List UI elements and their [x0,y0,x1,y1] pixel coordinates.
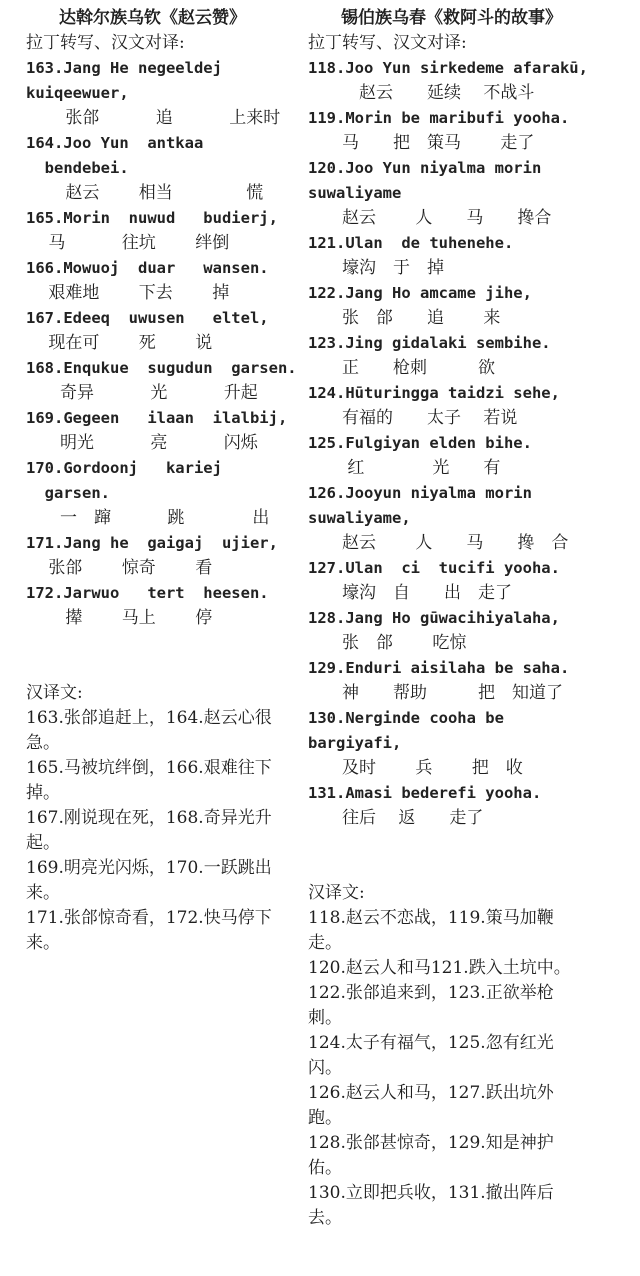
chinese-translation-line: 118.赵云不恋战，119.策马加鞭 [308,908,554,928]
section-heading: 汉译文: [26,683,83,703]
chinese-gloss-line: 张郃 追 上来时 [26,108,281,128]
chinese-gloss-line: 及时 兵 把 收 [308,758,523,778]
chinese-gloss-line: 奇异 光 升起 [26,383,258,403]
chinese-gloss-line: 神 帮助 把 知道了 [308,683,563,703]
latin-transcription-line: kuiqeewuer, [26,84,129,102]
section-heading: 拉丁转写、汉文对译: [308,33,467,53]
chinese-gloss-line: 一 蹿 跳 出 [26,508,270,528]
latin-transcription-line: 166.Mowuoj duar wansen. [26,259,269,277]
chinese-gloss-line: 赵云 人 马 搀合 [308,208,552,228]
chinese-translation-line: 起。 [26,833,60,853]
chinese-gloss-line: 壕沟 于 掉 [308,258,444,278]
chinese-gloss-line: 往后 返 走了 [308,808,484,828]
chinese-gloss-line: 现在可 死 说 [26,333,213,353]
blank-line [26,656,306,681]
latin-transcription-line: 170.Gordoonj kariej [26,459,222,477]
latin-transcription-line: suwaliyame, [308,509,411,527]
chinese-translation-line: 171.张郃惊奇看，172.快马停下 [26,908,272,928]
chinese-translation-line: 163.张郃追赶上，164.赵云心很 [26,708,272,728]
latin-transcription-line: bendebei. [26,159,129,177]
chinese-translation-line: 走。 [308,933,342,953]
latin-transcription-line: 128.Jang Ho gūwacihiyalaha, [308,609,560,627]
latin-transcription-line: 124.Hūturingga taidzi sehe, [308,384,560,402]
latin-transcription-line: 131.Amasi bederefi yooha. [308,784,542,802]
latin-transcription-line: suwaliyame [308,184,402,202]
chinese-gloss-line: 张郃 惊奇 看 [26,558,213,578]
chinese-gloss-line: 艰难地 下去 掉 [26,283,230,303]
blank-line [26,631,306,656]
latin-transcription-line: 167.Edeeq uwusen eltel, [26,309,269,327]
chinese-gloss-line: 赵云 人 马 搀 合 [308,533,569,553]
latin-transcription-line: 165.Morin nuwud budierj, [26,209,278,227]
chinese-translation-line: 去。 [308,1208,342,1228]
latin-transcription-line: 168.Enqukue sugudun garsen. [26,359,297,377]
latin-transcription-line: 163.Jang He negeeldej [26,59,222,77]
chinese-translation-line: 122.张郃追来到，123.正欲举枪 [308,983,554,1003]
column-title: 锡伯族乌春《救阿斗的故事》 [341,8,562,28]
chinese-translation-line: 刺。 [308,1008,342,1028]
latin-transcription-line: garsen. [26,484,110,502]
latin-transcription-line: 122.Jang Ho amcame jihe, [308,284,532,302]
chinese-gloss-line: 红 光 有 [308,458,501,478]
chinese-gloss-line: 正 枪刺 欲 [308,358,495,378]
chinese-gloss-line: 张 郃 追 来 [308,308,501,328]
section-heading: 汉译文: [308,883,365,903]
latin-transcription-line: 172.Jarwuo tert heesen. [26,584,269,602]
section-heading: 拉丁转写、汉文对译: [26,33,185,53]
latin-transcription-line: 125.Fulgiyan elden bihe. [308,434,532,452]
latin-transcription-line: 171.Jang he gaigaj ujier, [26,534,278,552]
latin-transcription-line: 119.Morin be maribufi yooha. [308,109,570,127]
chinese-translation-line: 167.刚说现在死，168.奇异光升 [26,808,272,828]
latin-transcription-line: 126.Jooyun niyalma morin [308,484,532,502]
chinese-gloss-line: 赵云 延续 不战斗 [308,83,535,103]
chinese-translation-line: 165.马被坑绊倒，166.艰难往下 [26,758,272,778]
chinese-translation-line: 闪。 [308,1058,342,1078]
chinese-translation-line: 佑。 [308,1158,342,1178]
chinese-gloss-line: 马 把 策马 走了 [308,133,535,153]
chinese-gloss-line: 马 往坑 绊倒 [26,233,230,253]
latin-transcription-line: 118.Joo Yun sirkedeme afarakū, [308,59,588,77]
chinese-translation-line: 124.太子有福气，125.忽有红光 [308,1033,554,1053]
chinese-translation-line: 128.张郃甚惊奇，129.知是神护 [308,1133,554,1153]
latin-transcription-line: 169.Gegeen ilaan ilalbij, [26,409,288,427]
latin-transcription-line: 121.Ulan de tuhenehe. [308,234,514,252]
chinese-translation-line: 跑。 [308,1108,342,1128]
chinese-gloss-line: 明光 亮 闪烁 [26,433,258,453]
chinese-translation-line: 掉。 [26,783,60,803]
blank-line [308,856,638,881]
chinese-translation-line: 急。 [26,733,60,753]
chinese-gloss-line: 撵 马上 停 [26,608,213,628]
latin-transcription-line: 120.Joo Yun niyalma morin [308,159,542,177]
chinese-translation-line: 169.明亮光闪烁，170.一跃跳出 [26,858,272,878]
blank-line [308,831,638,856]
chinese-gloss-line: 张 郃 吃惊 [308,633,467,653]
left-column [26,6,306,956]
chinese-gloss-line: 壕沟 自 出 走了 [308,583,512,603]
latin-transcription-line: 164.Joo Yun antkaa [26,134,204,152]
chinese-translation-line: 120.赵云人和马121.跌入土坑中。 [308,958,571,978]
latin-transcription-line: 123.Jing gidalaki sembihe. [308,334,551,352]
chinese-translation-line: 来。 [26,883,60,903]
latin-transcription-line: 127.Ulan ci tucifi yooha. [308,559,560,577]
chinese-translation-line: 130.立即把兵收，131.撤出阵后 [308,1183,554,1203]
right-column [308,6,638,1231]
column-title: 达斡尔族乌钦《赵云赞》 [59,8,246,28]
chinese-translation-line: 126.赵云人和马，127.跃出坑外 [308,1083,554,1103]
chinese-translation-line: 来。 [26,933,60,953]
chinese-gloss-line: 有福的 太子 若说 [308,408,518,428]
latin-transcription-line: 130.Nerginde cooha be [308,709,504,727]
latin-transcription-line: 129.Enduri aisilaha be saha. [308,659,570,677]
latin-transcription-line: bargiyafi, [308,734,402,752]
chinese-gloss-line: 赵云 相当 慌 [26,183,264,203]
